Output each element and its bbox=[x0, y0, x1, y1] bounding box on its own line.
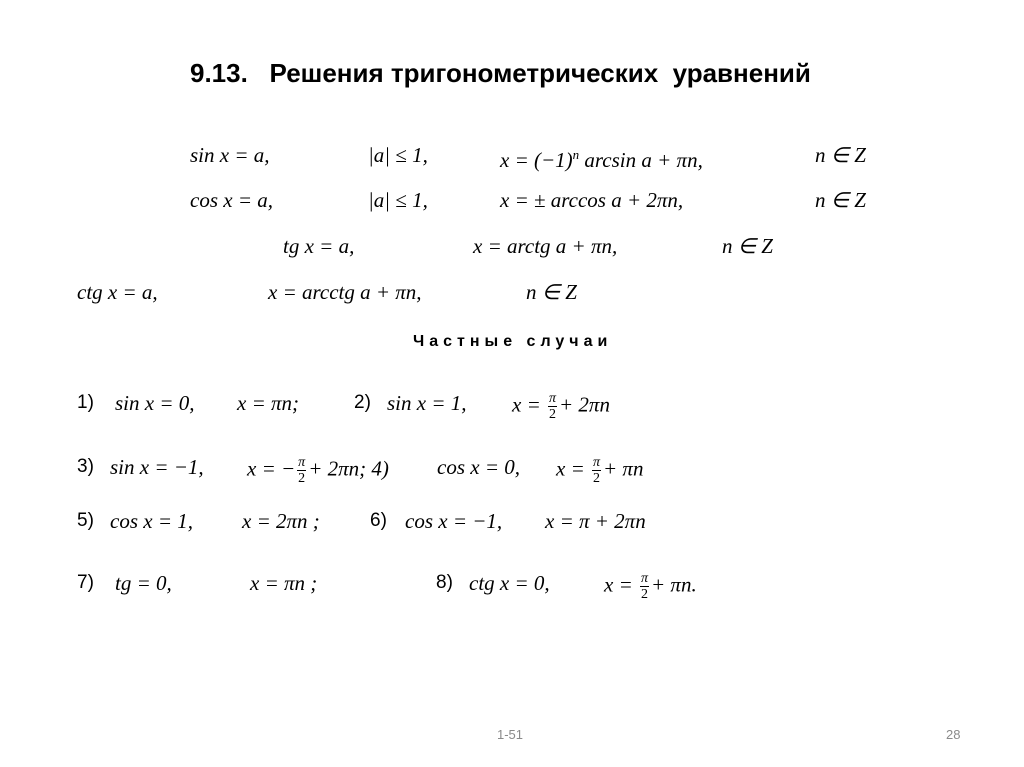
sin-solution bbox=[500, 143, 703, 172]
case-6-number: 6) bbox=[370, 510, 387, 531]
fraction bbox=[640, 571, 649, 602]
case-1-equation: sin x = 0, bbox=[115, 391, 195, 415]
fraction bbox=[297, 455, 306, 486]
fraction-numerator: π bbox=[641, 571, 649, 586]
case-4-solution-a: x = bbox=[556, 456, 590, 481]
cos-set: n ∈ Z bbox=[815, 188, 866, 212]
case-4-solution-b: + πn bbox=[603, 456, 644, 481]
fraction-numerator: π bbox=[549, 391, 557, 406]
tg-set: n ∈ Z bbox=[722, 234, 773, 258]
case-8-solution-b: + πn. bbox=[651, 572, 697, 597]
case-7-solution: x = πn ; bbox=[250, 571, 318, 595]
case-1-solution: x = πn; bbox=[237, 391, 300, 415]
case-3-solution bbox=[247, 455, 389, 486]
case-2-solution bbox=[512, 391, 610, 422]
case-2-number: 2) bbox=[354, 392, 371, 413]
ctg-equation: ctg x = a, bbox=[77, 280, 158, 304]
case-8-solution bbox=[604, 571, 697, 602]
fraction-denominator: 2 bbox=[298, 471, 306, 486]
case-4-equation: cos x = 0, bbox=[437, 455, 520, 479]
case-6-solution: x = π + 2πn bbox=[545, 509, 646, 533]
case-8-solution-a: x = bbox=[604, 572, 638, 597]
fraction bbox=[548, 391, 557, 422]
fraction-numerator: π bbox=[298, 455, 306, 470]
sin-solution-exp: n bbox=[572, 147, 580, 162]
sin-solution-b: arcsin a + πn, bbox=[579, 148, 703, 172]
sin-equation: sin x = a, bbox=[190, 143, 270, 167]
case-5-solution: x = 2πn ; bbox=[242, 509, 320, 533]
case-8-equation: ctg x = 0, bbox=[469, 571, 550, 595]
fraction-denominator: 2 bbox=[593, 471, 600, 486]
case-3-equation: sin x = −1, bbox=[110, 455, 204, 479]
case-2-solution-a: x = bbox=[512, 392, 546, 417]
case-6-equation: cos x = −1, bbox=[405, 509, 503, 533]
cos-condition: |a| ≤ 1, bbox=[368, 188, 428, 212]
page-number: 28 bbox=[946, 727, 961, 742]
case-3-solution-b: + 2πn; 4) bbox=[308, 456, 389, 481]
sin-condition: |a| ≤ 1, bbox=[368, 143, 428, 167]
fraction bbox=[592, 455, 601, 486]
case-8-number: 8) bbox=[436, 572, 453, 593]
fraction-denominator: 2 bbox=[549, 407, 556, 422]
cos-equation: cos x = a, bbox=[190, 188, 273, 212]
case-7-equation: tg = 0, bbox=[115, 571, 172, 595]
tg-solution: x = arctg a + πn, bbox=[473, 234, 618, 258]
case-3-number: 3) bbox=[77, 456, 94, 477]
case-7-number: 7) bbox=[77, 572, 94, 593]
case-2-equation: sin x = 1, bbox=[387, 391, 467, 415]
special-cases-heading: Частные случаи bbox=[413, 333, 613, 350]
sin-set: n ∈ Z bbox=[815, 143, 866, 167]
fraction-denominator: 2 bbox=[641, 587, 648, 602]
case-4-solution bbox=[556, 455, 643, 486]
fraction-numerator: π bbox=[593, 455, 601, 470]
tg-equation: tg x = a, bbox=[283, 234, 355, 258]
footer-slide-range: 1-51 bbox=[497, 727, 524, 742]
case-5-number: 5) bbox=[77, 510, 94, 531]
case-2-solution-b: + 2πn bbox=[559, 392, 610, 417]
case-3-solution-a: x = − bbox=[247, 456, 296, 481]
ctg-solution: x = arcctg a + πn, bbox=[268, 280, 422, 304]
sin-solution-a: x = (−1) bbox=[500, 148, 573, 172]
case-1-number: 1) bbox=[77, 392, 94, 413]
ctg-set: n ∈ Z bbox=[526, 280, 577, 304]
cos-solution: x = ± arccos a + 2πn, bbox=[500, 188, 684, 212]
case-5-equation: cos x = 1, bbox=[110, 509, 193, 533]
slide-title: 9.13. Решения тригонометрических уравнений bbox=[190, 58, 811, 88]
